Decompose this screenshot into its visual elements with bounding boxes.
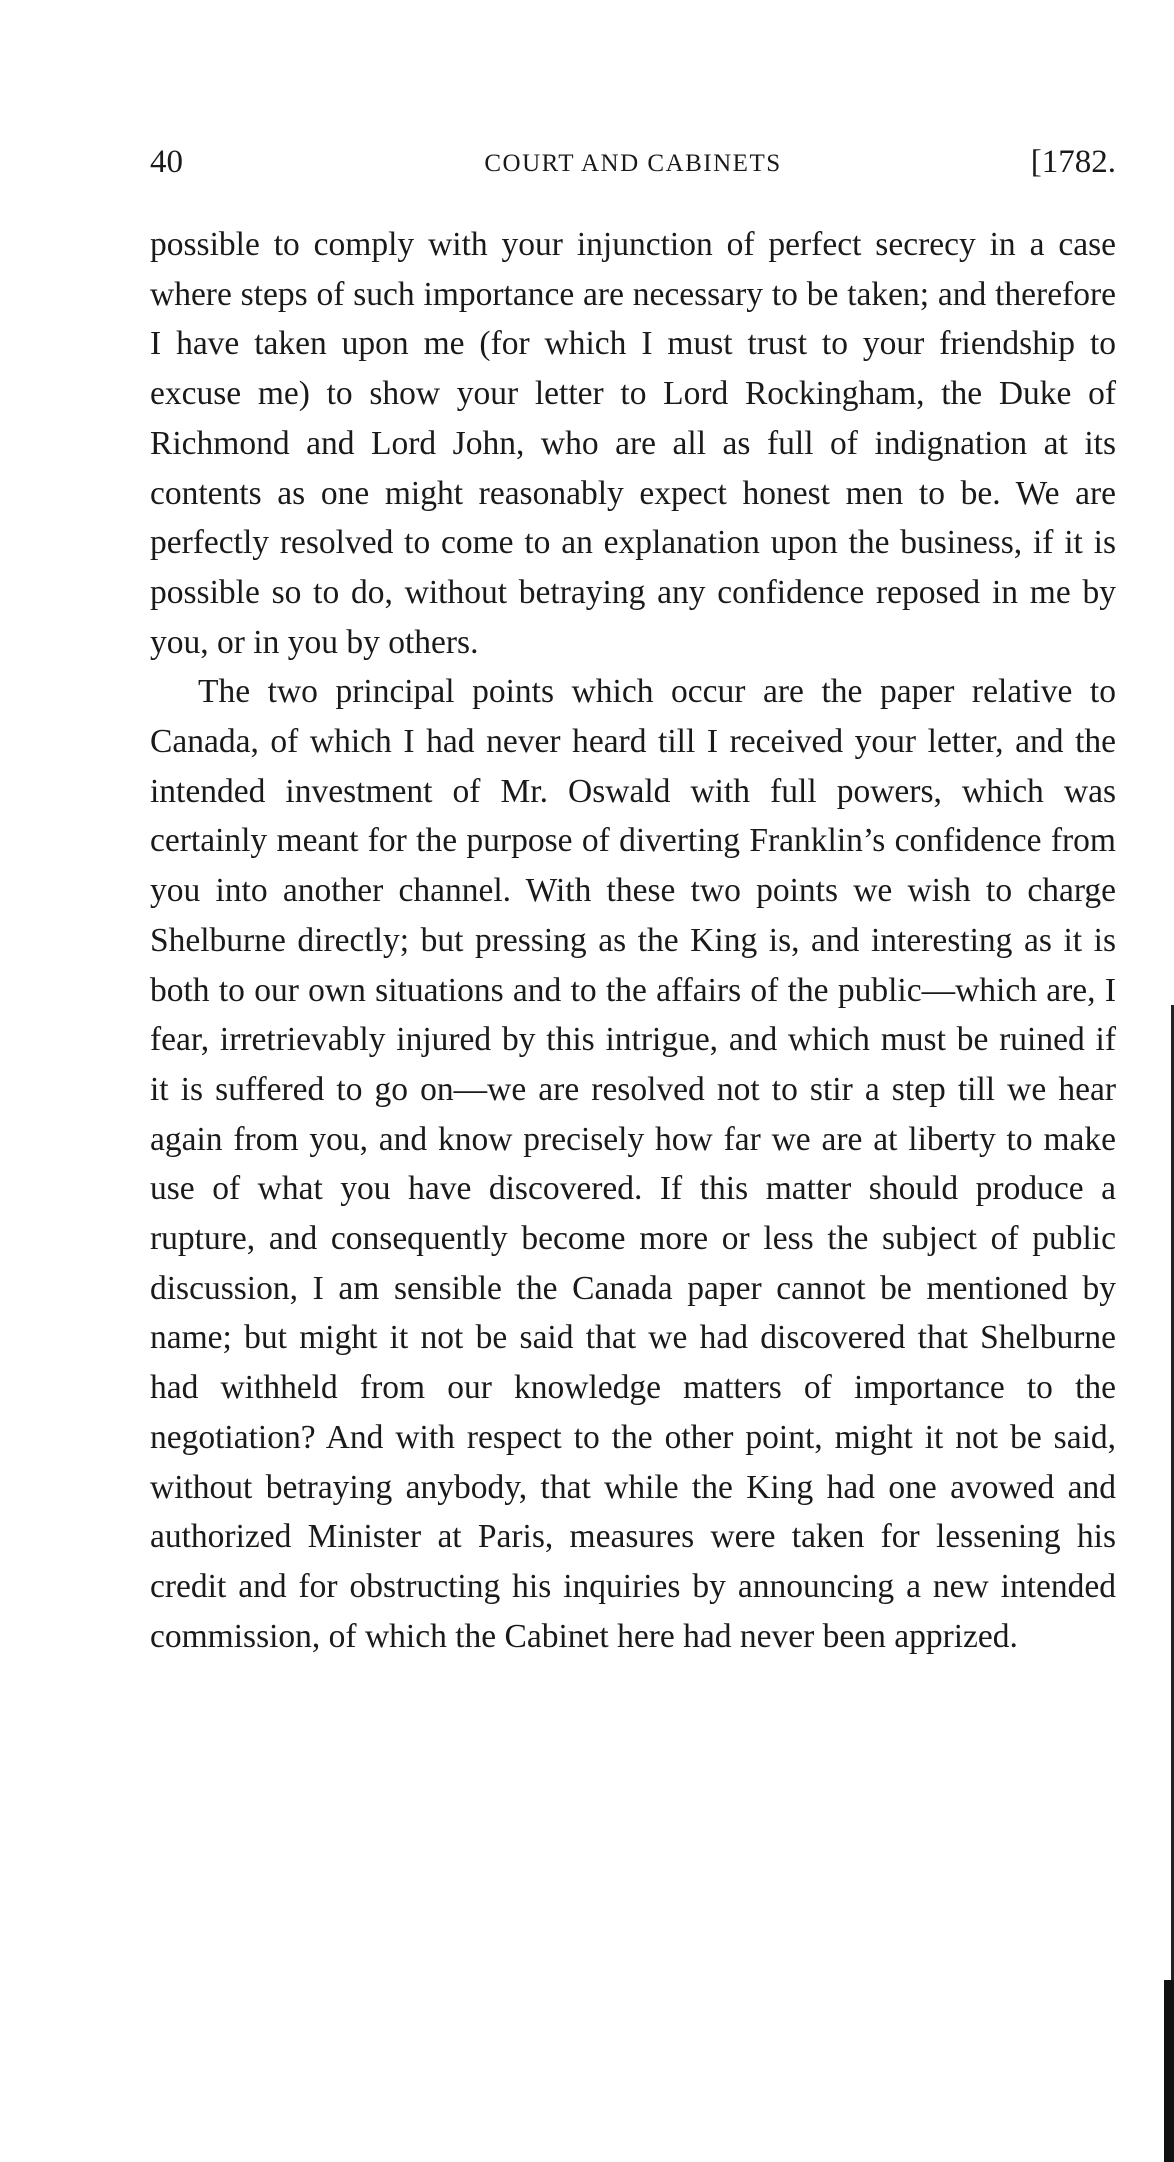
body-text [150, 220, 1116, 1661]
page-edge-shadow-bottom [1164, 1980, 1174, 2162]
running-title: COURT AND CABINETS [484, 150, 782, 177]
page-number: 40 [150, 144, 183, 180]
paragraph-continued: possible to comply with your injunction of perfect secrecy in a case where steps of such importance are necessary to be taken; and therefore I have taken upon me (for which I must trust to your friendship to excuse me) to show your letter to Lord Rockingham, the Duke of Richmond and Lord John, who are all as full of indignation at its contents as one might reasonably expect honest men to be. We are perfectly resolved to come to an explanation upon the business, if it is possible so to do, without betraying any confidence reposed in me by you, or in you by others. [150, 226, 1116, 661]
page-header [150, 144, 1116, 188]
header-year: [1782. [1030, 144, 1116, 180]
paragraph: The two principal points which occur are the paper relative to Canada, of which I had never heard till I received your letter, and the intended investment of Mr. Oswald with full powers, which was certainly meant for the purpose of diverting Franklin’s confidence from you into another channel. With these two points we wish to charge Shelburne directly; but pressing as the King is, and interesting as it is both to our own situations and to the affairs of the public—which are, I fear, irretrievably injured by this intrigue, and which must be ruined if it is suffered to go on—we are resolved not to stir a step till we hear again from you, and know precisely how far we are at liberty to make use of what you have discovered. If this matter should produce a rupture, and consequently become more or less the subject of public discussion, I am sensible the Canada paper cannot be mentioned by name; but might it not be said that we had discovered that Shelburne had withheld from our knowledge matters of importance to the negotiation? And with respect to the other point, might it not be said, without betraying anybody, that while the King had one avowed and authorized Minister at Paris, measures were taken for lessening his credit and for obstructing his inquiries by announcing a new intended commission, of which the Cabinet here had never been apprized. [150, 673, 1116, 1655]
